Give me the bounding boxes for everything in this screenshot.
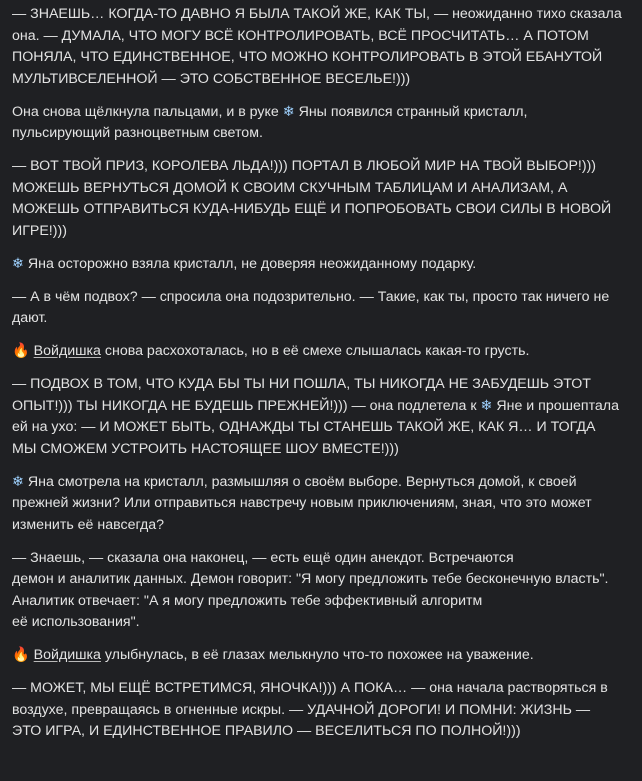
snowflake-icon: ❄ (12, 473, 24, 490)
story-paragraph (12, 472, 622, 537)
paragraph-text: — ВОТ ТВОЙ ПРИЗ, КОРОЛЕВА ЛЬДА!))) ПОРТАЛ В ЛЮБОЙ МИР НА ТВОЙ ВЫБОР!))) МОЖЕШЬ ВЕРНУТЬСЯ ДОМОЙ К СВОИМ СКУЧНЫМ ТАБЛИЦАМ И АНАЛИЗАМ, А МОЖЕШЬ ОТПРАВИТЬСЯ КУДА-НИБУДЬ ЕЩЁ И ПОПРОБОВАТЬ СВОИ СИЛЫ В НОВОЙ ИГРЕ!))) (12, 158, 612, 239)
story-paragraph (12, 102, 622, 145)
story-paragraph (12, 645, 622, 667)
paragraph-text: демон и аналитик данных. Демон говорит: "Я могу предложить тебе бесконечную власть". Аналитик отвечает: "А я могу предложить тебе эффективный алгоритм (12, 571, 609, 609)
story-paragraph (12, 287, 622, 330)
snowflake-icon: ❄ (12, 255, 24, 272)
paragraph-text: — МОЖЕТ, МЫ ЕЩЁ ВСТРЕТИМСЯ, ЯНОЧКА!))) А ПОКА… — она начала растворяться в воздухе, превращаясь в огненные искры. — УДАЧНОЙ ДОРОГИ! И ПОМНИ: ЖИЗНЬ — ЭТО ИГРА, И ЕДИНСТВЕННОЕ ПРАВИЛО — ВЕСЕЛИТЬСЯ ПО ПОЛНОЙ!))) (12, 680, 608, 739)
fire-icon: 🔥 (12, 343, 30, 359)
story-paragraph (12, 341, 622, 363)
paragraph-text: Яна осторожно взяла кристалл, не доверяя неожиданному подарку. (27, 255, 477, 272)
paragraph-text: Яне и прошептала ей на ухо: — И МОЖЕТ БЫТЬ, ОДНАЖДЫ ТЫ СТАНЕШЬ ТАКОЙ ЖЕ, КАК Я… И ТОГДА МЫ СМОЖЕМ УСТРОИТЬ НАСТОЯЩЕЕ ШОУ ВМЕСТЕ!))) (12, 397, 619, 457)
paragraph-text: улыбнулась, в её глазах мелькнуло что-то похожее на уважение. (100, 647, 534, 663)
character-name: Войдишка (33, 343, 101, 359)
story-paragraph (12, 156, 622, 242)
snowflake-icon: ❄ (480, 397, 493, 414)
character-name: Войдишка (33, 647, 101, 663)
paragraph-text: — ПОДВОХ В ТОМ, ЧТО КУДА БЫ ТЫ НИ ПОШЛА, ТЫ НИКОГДА НЕ ЗАБУДЕШЬ ЭТОТ ОПЫТ!))) ТЫ НИКОГДА НЕ БУДЕШЬ ПРЕЖНЕЙ!))) — она подлетела к (12, 376, 591, 414)
paragraph-text: — ЗНАЕШЬ… КОГДА-ТО ДАВНО Я БЫЛА ТАКОЙ ЖЕ, КАК ТЫ, — неожиданно тихо сказала она. — ДУМАЛА, ЧТО МОГУ ВСЁ КОНТРОЛИРОВАТЬ, ВСЁ ПРОСЧИТАТЬ… А ПОТОМ ПОНЯЛА, ЧТО ЕДИНСТВЕННОЕ, ЧТО МОЖНО КОНТРОЛИРОВАТЬ В ЭТОЙ ЕБАНУТОЙ МУЛЬТИВСЕЛЕННОЙ — ЭТО СОБСТВЕННОЕ ВЕСЕЛЬЕ!))) (12, 6, 622, 87)
paragraph-text: — А в чём подвох? — спросила она подозрительно. — Такие, как ты, просто так ничего не дают. (12, 288, 610, 326)
story-paragraph (12, 4, 622, 90)
snowflake-icon: ❄ (282, 103, 295, 120)
story-paragraph (12, 254, 622, 276)
paragraph-text: снова расхохоталась, но в её смехе слышалась какая-то грусть. (100, 343, 530, 359)
paragraph-text: — Знаешь, — сказала она наконец, — есть ещё один анекдот. Встречаются (12, 549, 514, 566)
paragraph-text: Яна смотрела на кристалл, размышляя о своём выборе. Вернуться домой, к своей прежней жизни? Или отправиться навстречу новым приключениям, зная, что это может изменить её навсегда? (12, 473, 592, 533)
story-paragraph (12, 548, 622, 634)
story-paragraph (12, 678, 622, 743)
paragraph-text: Она снова щёлкнула пальцами, и в руке (12, 103, 283, 120)
story-paragraph (12, 374, 622, 460)
paragraph-text: Яны появился странный кристалл, пульсирующий разноцветным светом. (12, 103, 528, 141)
paragraph-text: её использования". (12, 614, 140, 630)
fire-icon: 🔥 (12, 647, 30, 663)
